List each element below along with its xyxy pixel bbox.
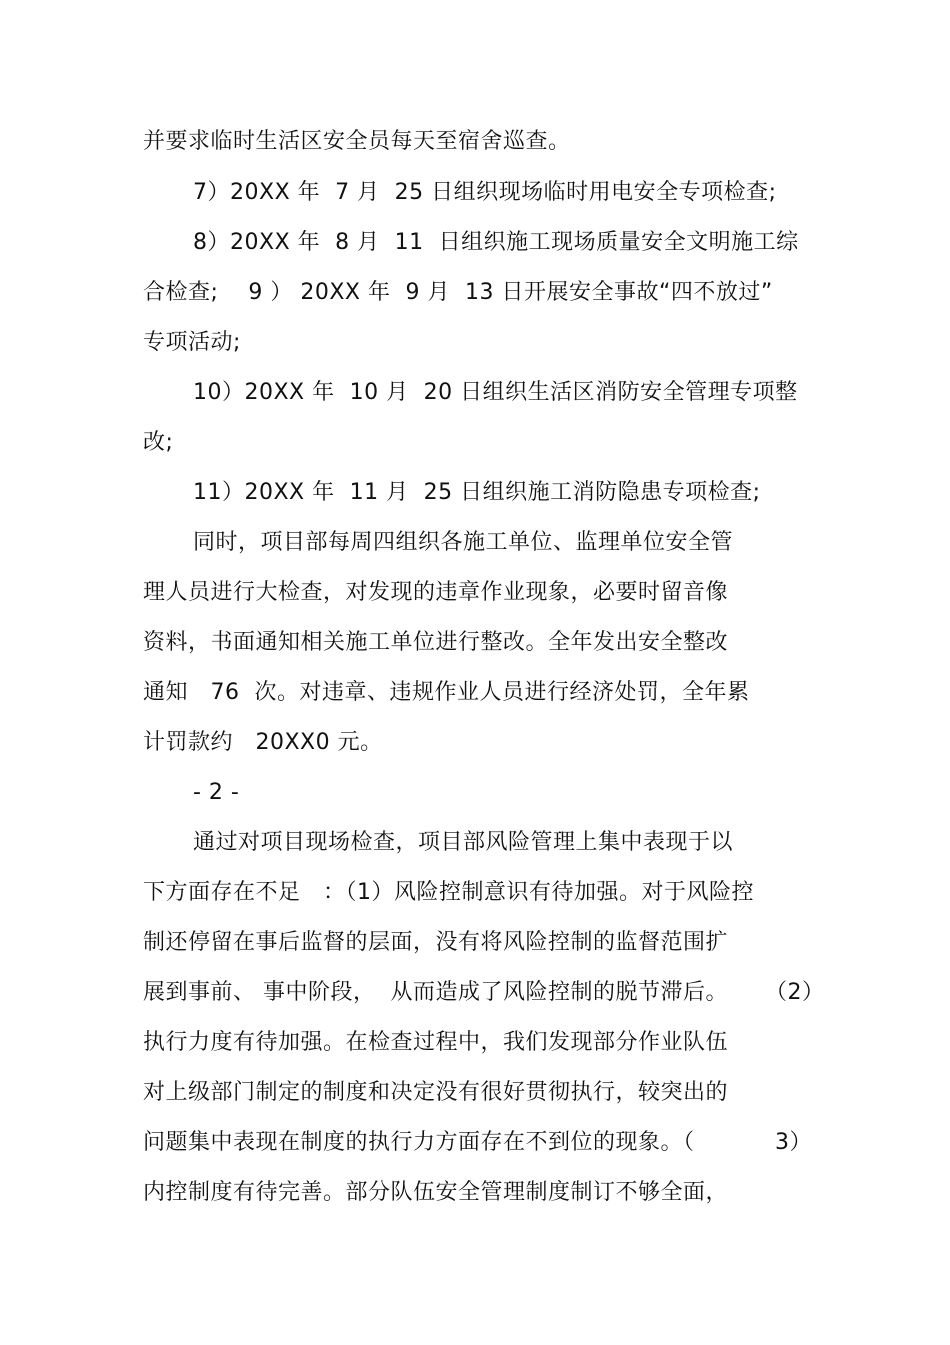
text-line: 10）20XX 年 10 月 20 日组织生活区消防安全管理专项整 [193, 380, 798, 405]
text-line: 计罚款约 20XX0 元。 [143, 730, 383, 755]
text-line: 内控制度有待完善。部分队伍安全管理制度制订不够全面， [143, 1180, 729, 1205]
text-line: 展到事前、 事中阶段， 从而造成了风险控制的脱节滞后。 [143, 980, 728, 1005]
text-line: 对上级部门制定的制度和决定没有很好贯彻执行，较突出的 [143, 1080, 729, 1105]
text-line: 通知 76 次。对违章、违规作业人员进行经济处罚，全年累 [143, 680, 750, 705]
text-line: 同时，项目部每周四组织各施工单位、监理单位安全管 [193, 530, 734, 555]
text-line: 11）20XX 年 11 月 25 日组织施工消防隐患专项检查; [193, 480, 761, 505]
text-line: 改; [143, 430, 174, 455]
text-line: 问题集中表现在制度的执行力方面存在不到位的现象。（ [143, 1130, 695, 1155]
text-line: （2） [765, 980, 825, 1005]
text-line: 并要求临时生活区安全员每天至宿舍巡查。 [143, 129, 571, 154]
text-line: 合检查; 9 ） 20XX 年 9 月 13 日开展安全事故“四不放过” [143, 280, 773, 305]
text-line: 通过对项目现场检查，项目部风险管理上集中表现于以 [193, 830, 734, 855]
text-line: 3） [775, 1130, 812, 1155]
text-line: 资料，书面通知相关施工单位进行整改。全年发出安全整改 [143, 630, 729, 655]
page-number: - 2 - [193, 780, 240, 805]
text-line: 7）20XX 年 7 月 25 日组织现场临时用电安全专项检查; [193, 180, 777, 205]
text-line: 8）20XX 年 8 月 11 日组织施工现场质量安全文明施工综 [193, 230, 799, 255]
text-line: 专项活动; [143, 330, 241, 355]
text-line: 制还停留在事后监督的层面，没有将风险控制的监督范围扩 [143, 930, 729, 955]
text-line: 执行力度有待加强。在检查过程中，我们发现部分作业队伍 [143, 1030, 729, 1055]
text-line: 下方面存在不足 ：（1）风险控制意识有待加强。对于风险控 [143, 880, 754, 905]
text-line: 理人员进行大检查，对发现的违章作业现象，必要时留音像 [143, 580, 729, 605]
